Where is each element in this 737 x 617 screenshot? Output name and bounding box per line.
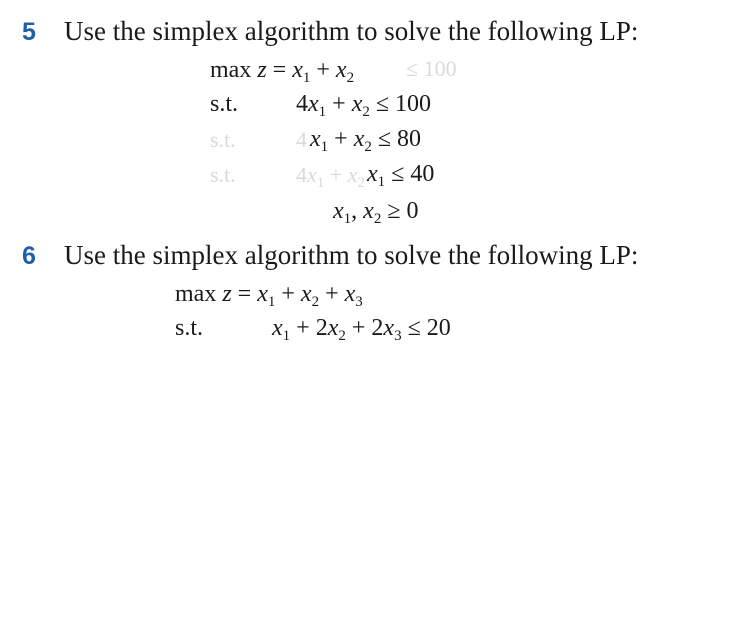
constraint-rhs: 0: [406, 198, 419, 224]
objective-row: $\max z = x_1 + x_2$: [210, 57, 355, 86]
constraint-rhs: 40: [410, 161, 435, 187]
problem-prompt: Use the simplex algorithm to solve the following LP:: [64, 16, 639, 46]
constraint-row: $x_1 + x_2 \le 80$: [310, 126, 422, 155]
constraint-rhs: 80: [397, 126, 422, 152]
ghost-st-label: s.t.: [210, 127, 236, 152]
st-label: s.t.: [175, 315, 204, 341]
problem-number: 5: [22, 18, 36, 46]
problem-number: 6: [22, 242, 36, 270]
objective-row: $\max z = x_1 + x_2 + x_3$: [175, 281, 363, 310]
objective-label: max: [175, 281, 217, 307]
ghost-coef: 4: [296, 127, 307, 152]
constraint-rhs: 100: [395, 91, 432, 117]
problem-prompt: Use the simplex algorithm to solve the following LP:: [64, 240, 639, 270]
ghost-text: $4x_1 + x_2$: [296, 162, 365, 191]
nonnegativity-row: $x_1$, $x_2 \ge 0$: [333, 198, 419, 227]
constraint-row: $4x_1 + x_2 \le 100$: [296, 91, 432, 120]
constraint-row: $x_1 + 2x_2 + 2x_3 \le 20$: [272, 315, 451, 344]
objective-label: max: [210, 57, 252, 83]
constraint-row: $x_1 \le 40$: [367, 161, 435, 190]
constraint-rhs: 20: [426, 315, 451, 341]
ghost-st-label: s.t.: [210, 162, 236, 187]
st-label: s.t.: [210, 91, 239, 117]
ghost-text: ≤ 100: [406, 56, 457, 81]
